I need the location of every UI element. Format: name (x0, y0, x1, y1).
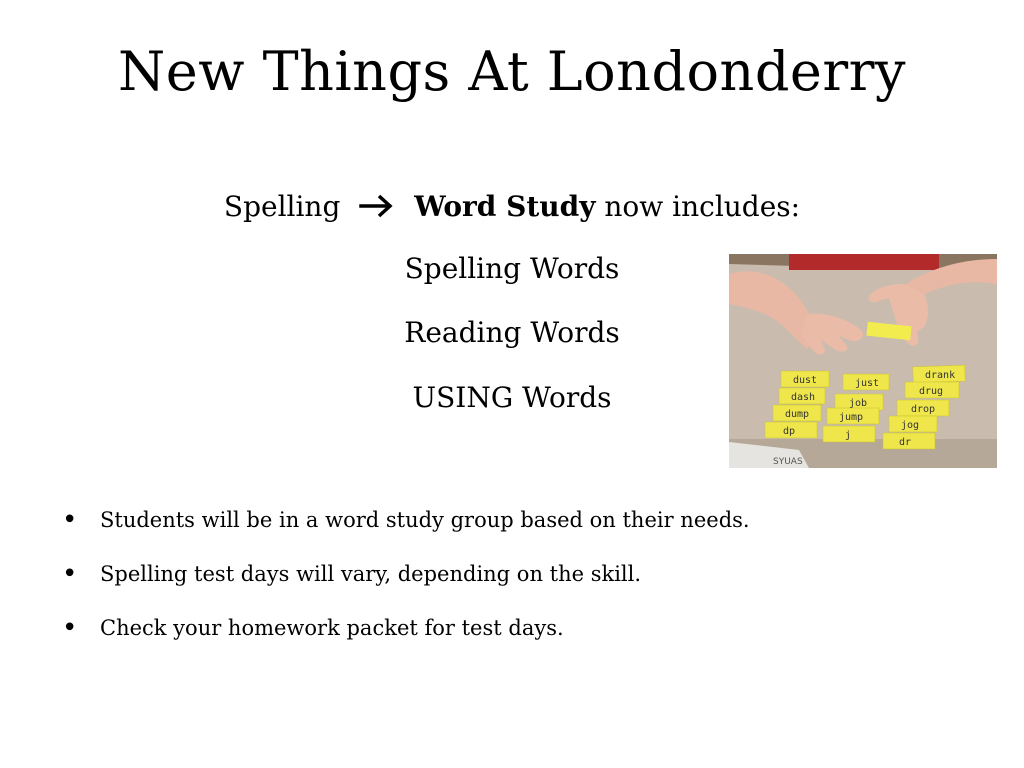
bullet-item (62, 560, 1002, 588)
word-cards-photo (729, 254, 997, 468)
card-word: dash (791, 392, 816, 403)
card-word: just (855, 378, 880, 389)
includes-item: Reading Words (404, 316, 620, 349)
subtitle-suffix: now includes: (604, 190, 801, 223)
includes-item: USING Words (412, 381, 612, 414)
bullet-item (62, 506, 1002, 534)
bullet-dot-icon: • (62, 613, 78, 643)
bullet-dot-icon: • (62, 505, 78, 535)
card-word: dump (785, 409, 810, 420)
bullet-text: Spelling test days will vary, depending on the skill. (100, 562, 642, 586)
card-word: jog (901, 420, 920, 431)
card-word: dust (793, 375, 818, 386)
card-word: drug (919, 386, 944, 397)
includes-item: Spelling Words (404, 252, 620, 285)
card-word: dp (783, 426, 796, 437)
card-word: dr (899, 437, 912, 448)
card-word: drop (911, 404, 936, 415)
subtitle-prefix: Spelling (223, 190, 341, 223)
bullet-item (62, 614, 1002, 642)
card-word: j (845, 430, 852, 441)
paper-stamp: SYUAS (773, 457, 803, 467)
subtitle (0, 190, 1024, 225)
card-word: jump (839, 412, 864, 423)
right-arrow-icon (359, 192, 393, 226)
card-word: drank (925, 370, 956, 381)
bullet-text: Students will be in a word study group based on their needs. (100, 508, 750, 532)
bullet-dot-icon: • (62, 559, 78, 589)
subtitle-bold-term: Word Study (414, 190, 596, 223)
bullet-list (62, 506, 1002, 668)
bullet-text: Check your homework packet for test days. (100, 616, 564, 640)
card-word: job (849, 398, 868, 409)
slide-title: New Things At Londonderry (118, 40, 906, 103)
